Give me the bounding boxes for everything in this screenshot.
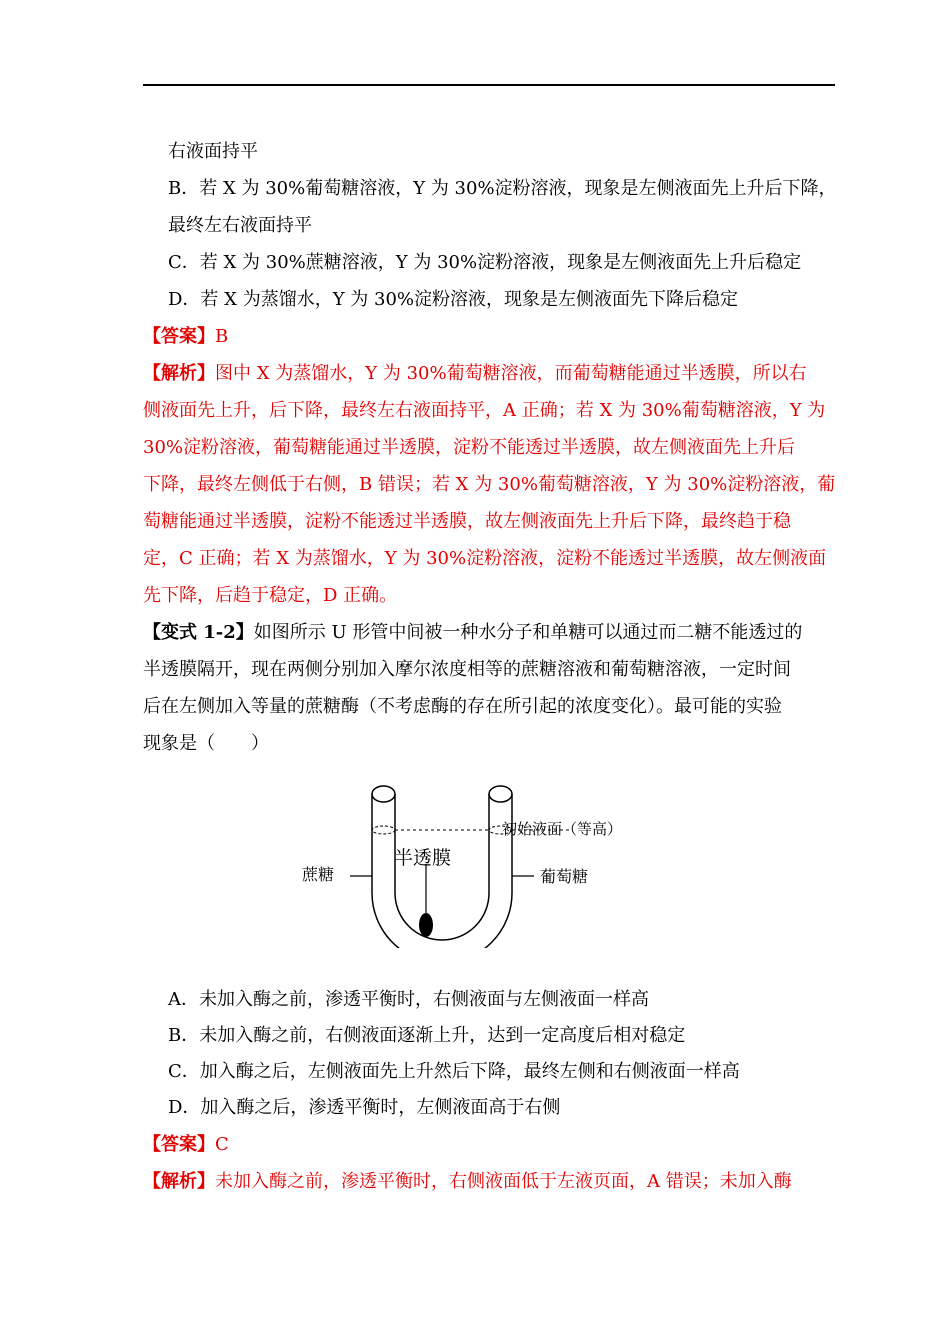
label-initial-level: 初始液面（等高）	[502, 820, 623, 838]
answer-2	[143, 1133, 229, 1157]
left-level	[372, 826, 395, 834]
analysis-text: 图中 X 为蒸馏水，Y 为 30%葡萄糖溶液，而葡萄糖能通过半透膜，所以右	[215, 363, 807, 384]
option-b-line-1: B．若 X 为 30%葡萄糖溶液，Y 为 30%淀粉溶液，现象是左侧液面先上升后下降，	[168, 178, 837, 199]
question-2-stem-line-2: 半透膜隔开，现在两侧分别加入摩尔浓度相等的蔗糖溶液和葡萄糖溶液，一定时间	[143, 659, 791, 680]
analysis-1-line-4: 下降，最终左侧低于右侧，B 错误；若 X 为 30%葡萄糖溶液，Y 为 30%淀粉溶液，葡	[143, 474, 836, 495]
question-2-stem-line-3: 后在左侧加入等量的蔗糖酶（不考虑酶的存在所引起的浓度变化）。最可能的实验	[143, 696, 782, 717]
analysis-1-line-3: 30%淀粉溶液，葡萄糖能通过半透膜，淀粉不能透过半透膜，故左侧液面先上升后	[143, 437, 796, 458]
answer-1	[143, 325, 228, 349]
analysis-tag: 【解析】	[143, 1171, 215, 1192]
option-d-2: D．加入酶之后，渗透平衡时，左侧液面高于右侧	[168, 1097, 561, 1118]
option-a-2: A．未加入酶之前，渗透平衡时，右侧液面与左侧液面一样高	[168, 989, 649, 1010]
option-c-2: C．加入酶之后，左侧液面先上升然后下降，最终左侧和右侧液面一样高	[168, 1061, 740, 1082]
analysis-1-line-5: 萄糖能通过半透膜，淀粉不能透过半透膜，故左侧液面先上升后下降，最终趋于稳	[143, 511, 791, 532]
stem-text: 如图所示 U 形管中间被一种水分子和单糖可以通过而二糖不能透过的	[253, 622, 803, 643]
question-2-stem-line-1	[143, 621, 802, 645]
answer-value: C	[215, 1134, 229, 1155]
option-b-line-2: 最终左右液面持平	[168, 215, 312, 236]
header-rule	[143, 84, 835, 86]
analysis-tag: 【解析】	[143, 363, 215, 384]
option-d: D．若 X 为蒸馏水，Y 为 30%淀粉溶液，现象是左侧液面先下降后稳定	[168, 289, 739, 310]
label-sucrose: 蔗糖	[302, 865, 335, 884]
answer-tag: 【答案】	[143, 1134, 215, 1155]
analysis-1-line-6: 定，C 正确；若 X 为蒸馏水，Y 为 30%淀粉溶液，淀粉不能透过半透膜，故左侧液面	[143, 548, 827, 569]
answer-tag: 【答案】	[143, 326, 215, 347]
question-tag: 【变式 1-2】	[143, 622, 254, 643]
question-2-stem-line-4: 现象是（ ）	[143, 733, 269, 754]
option-b-2: B．未加入酶之前，右侧液面逐渐上升，达到一定高度后相对稳定	[168, 1025, 686, 1046]
analysis-text: 未加入酶之前，渗透平衡时，右侧液面低于左液页面，A 错误；未加入酶	[215, 1171, 792, 1192]
right-opening	[489, 786, 512, 802]
option-c: C．若 X 为 30%蔗糖溶液，Y 为 30%淀粉溶液，现象是左侧液面先上升后稳定	[168, 252, 802, 273]
label-membrane: 半透膜	[394, 847, 452, 869]
option-a-continuation: 右液面持平	[168, 141, 258, 162]
analysis-2-line-1	[143, 1170, 792, 1194]
u-tube-figure	[290, 768, 670, 948]
analysis-1-line-1	[143, 362, 807, 386]
label-glucose: 葡萄糖	[540, 867, 589, 886]
analysis-1-line-7: 先下降，后趋于稳定，D 正确。	[143, 585, 398, 606]
u-tube-outer	[372, 794, 512, 948]
left-opening	[372, 786, 395, 802]
answer-value: B	[215, 326, 229, 347]
membrane	[419, 913, 433, 937]
analysis-1-line-2: 侧液面先上升，后下降，最终左右液面持平，A 正确；若 X 为 30%葡萄糖溶液，Y 为	[143, 400, 826, 421]
